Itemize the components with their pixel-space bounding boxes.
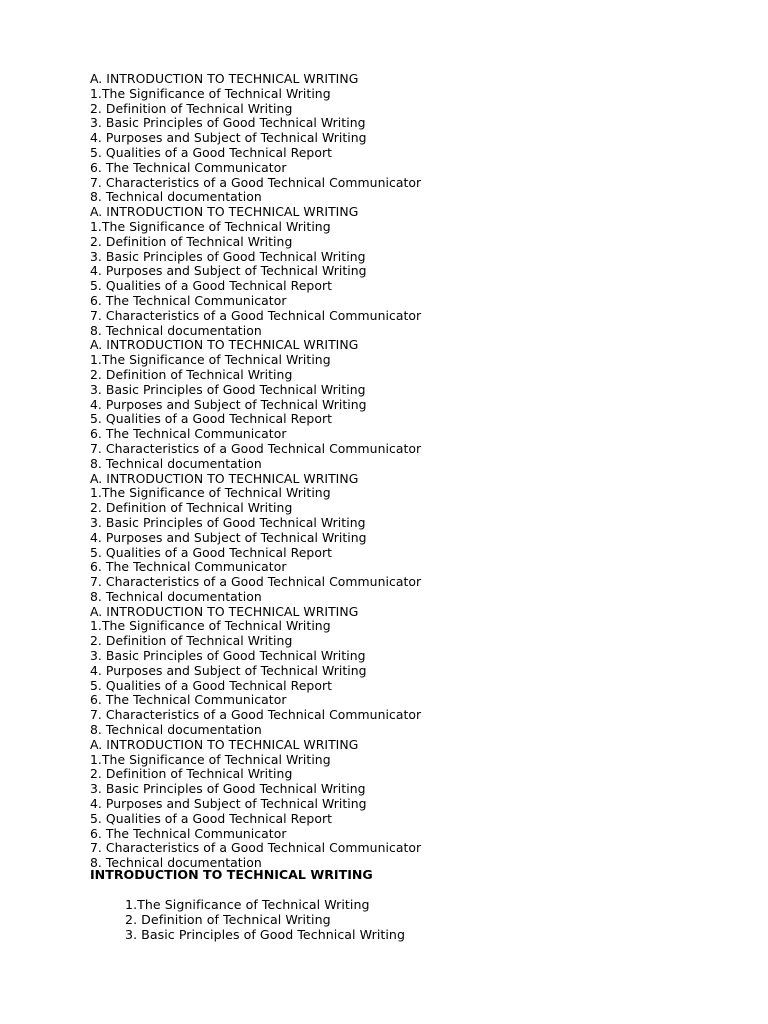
outline-item-line: 1.The Significance of Technical Writing bbox=[90, 485, 331, 501]
outline-item-line: 1.The Significance of Technical Writing bbox=[90, 751, 331, 767]
outline-item-line: 4. Purposes and Subject of Technical Writing bbox=[90, 396, 367, 412]
outline-heading-line: A. INTRODUCTION TO TECHNICAL WRITING bbox=[90, 71, 359, 86]
outline-item-line: 5. Qualities of a Good Technical Report bbox=[90, 677, 332, 693]
repeated-outline-list bbox=[90, 72, 421, 871]
outline-item-line: 1.The Significance of Technical Writing bbox=[90, 352, 331, 368]
outline-item-line: 6. The Technical Communicator bbox=[90, 559, 287, 575]
outline-item-line: 3. Basic Principles of Good Technical Writing bbox=[90, 514, 366, 530]
outline-item-line: 7. Characteristics of a Good Technical Communicator bbox=[90, 707, 422, 723]
outline-heading-line: A. INTRODUCTION TO TECHNICAL WRITING bbox=[90, 204, 359, 220]
outline-item-line: 4. Purposes and Subject of Technical Writing bbox=[90, 529, 367, 545]
outline-item-line: 4. Purposes and Subject of Technical Writing bbox=[90, 662, 367, 678]
outline-item-line: 2. Definition of Technical Writing bbox=[90, 633, 293, 649]
outline-item-line: 2. Definition of Technical Writing bbox=[90, 366, 293, 382]
outline-item-line: 2. Definition of Technical Writing bbox=[90, 500, 293, 516]
outline-item-line: 1.The Significance of Technical Writing bbox=[90, 85, 331, 101]
outline-item-line: 5. Qualities of a Good Technical Report bbox=[90, 544, 332, 560]
section-item: 2. Definition of Technical Writing bbox=[125, 912, 331, 927]
outline-item-line: 6. The Technical Communicator bbox=[90, 825, 287, 841]
outline-item-line: 5. Qualities of a Good Technical Report bbox=[90, 411, 332, 427]
outline-item-line: 8. Technical documentation bbox=[90, 588, 262, 604]
outline-item-line: 3. Basic Principles of Good Technical Writing bbox=[90, 781, 366, 797]
outline-item-line: 5. Qualities of a Good Technical Report bbox=[90, 810, 332, 826]
outline-item-line: 2. Definition of Technical Writing bbox=[90, 100, 293, 116]
outline-item-line: 6. The Technical Communicator bbox=[90, 292, 287, 308]
section-item-list bbox=[125, 897, 405, 942]
section-item: 3. Basic Principles of Good Technical Writing bbox=[125, 927, 405, 942]
outline-heading-line: A. INTRODUCTION TO TECHNICAL WRITING bbox=[90, 470, 359, 486]
outline-item-line: 1.The Significance of Technical Writing bbox=[90, 218, 331, 234]
outline-item-line: 3. Basic Principles of Good Technical Writing bbox=[90, 248, 366, 264]
outline-item-line: 8. Technical documentation bbox=[90, 189, 262, 205]
outline-item-line: 7. Characteristics of a Good Technical Communicator bbox=[90, 307, 422, 323]
outline-item-line: 4. Purposes and Subject of Technical Writing bbox=[90, 263, 367, 279]
outline-item-line: 6. The Technical Communicator bbox=[90, 426, 287, 442]
outline-item-line: 3. Basic Principles of Good Technical Writing bbox=[90, 115, 366, 131]
outline-heading-line: A. INTRODUCTION TO TECHNICAL WRITING bbox=[90, 736, 359, 752]
outline-item-line: 7. Characteristics of a Good Technical Communicator bbox=[90, 574, 422, 590]
outline-item-line: 3. Basic Principles of Good Technical Writing bbox=[90, 648, 366, 664]
outline-item-line: 4. Purposes and Subject of Technical Writing bbox=[90, 796, 367, 812]
outline-item-line: 5. Qualities of a Good Technical Report bbox=[90, 278, 332, 294]
section-heading: INTRODUCTION TO TECHNICAL WRITING bbox=[90, 867, 373, 882]
outline-item-line: 8. Technical documentation bbox=[90, 322, 262, 338]
outline-item-line: 8. Technical documentation bbox=[90, 855, 262, 871]
outline-item-line: 2. Definition of Technical Writing bbox=[90, 233, 293, 249]
outline-item-line: 2. Definition of Technical Writing bbox=[90, 766, 293, 782]
outline-item-line: 8. Technical documentation bbox=[90, 455, 262, 471]
outline-item-line: 6. The Technical Communicator bbox=[90, 159, 287, 175]
outline-item-line: 7. Characteristics of a Good Technical Communicator bbox=[90, 840, 422, 856]
outline-item-line: 7. Characteristics of a Good Technical Communicator bbox=[90, 440, 422, 456]
outline-item-line: 4. Purposes and Subject of Technical Writing bbox=[90, 130, 367, 146]
section-item: 1.The Significance of Technical Writing bbox=[125, 897, 370, 912]
outline-item-line: 8. Technical documentation bbox=[90, 722, 262, 738]
outline-heading-line: A. INTRODUCTION TO TECHNICAL WRITING bbox=[90, 337, 359, 353]
outline-item-line: 1.The Significance of Technical Writing bbox=[90, 618, 331, 634]
outline-item-line: 7. Characteristics of a Good Technical Communicator bbox=[90, 174, 422, 190]
outline-item-line: 6. The Technical Communicator bbox=[90, 692, 287, 708]
outline-item-line: 3. Basic Principles of Good Technical Writing bbox=[90, 381, 366, 397]
outline-item-line: 5. Qualities of a Good Technical Report bbox=[90, 144, 332, 160]
outline-heading-line: A. INTRODUCTION TO TECHNICAL WRITING bbox=[90, 603, 359, 619]
